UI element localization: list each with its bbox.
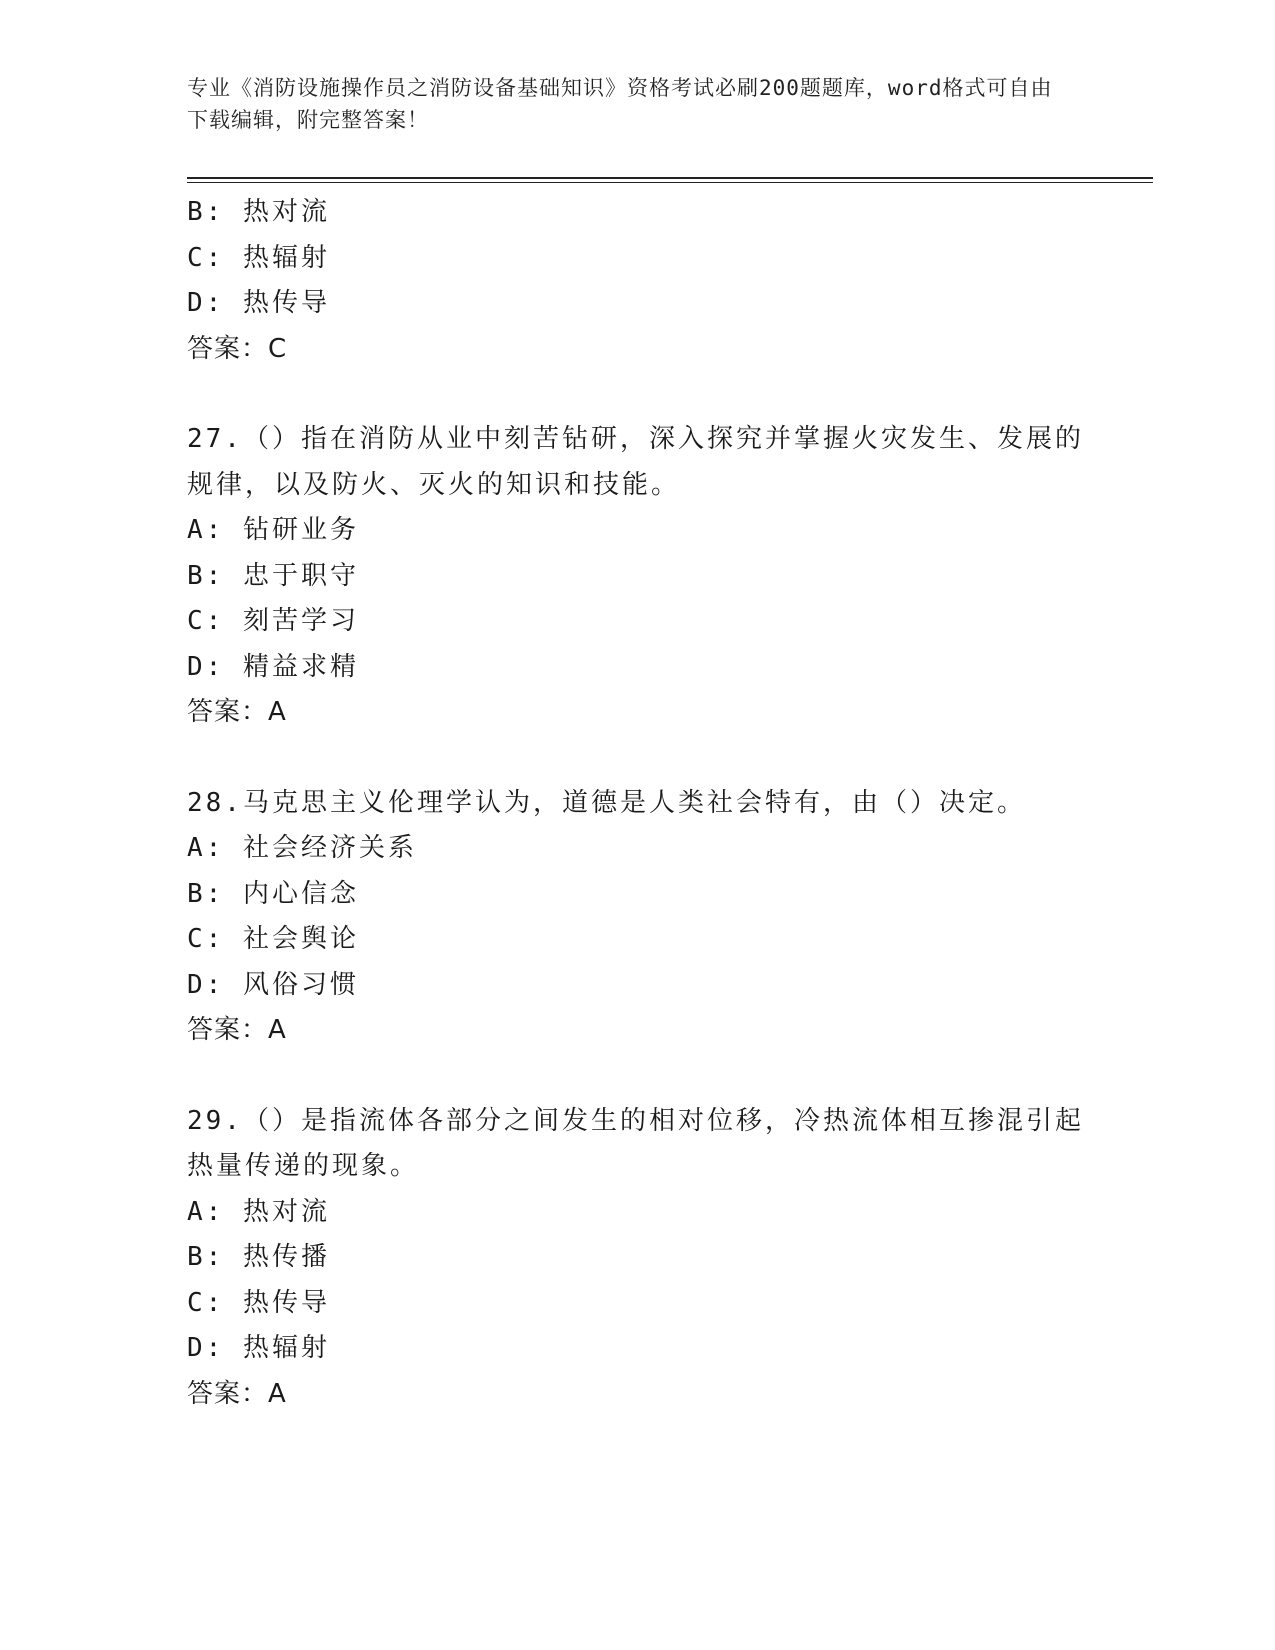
question-stem-line: 27.（）指在消防从业中刻苦钻研，深入探究并掌握火灾发生、发展的 bbox=[187, 424, 1084, 454]
option-a: A: 钻研业务 bbox=[187, 515, 359, 545]
question-29 bbox=[187, 1099, 1087, 1418]
option-c: C: 热辐射 bbox=[187, 242, 330, 273]
spacer bbox=[187, 1054, 1087, 1099]
spacer bbox=[187, 736, 1087, 781]
header-rule-thick bbox=[187, 177, 1153, 179]
answer-text: 答案：A bbox=[187, 1378, 287, 1409]
option-b: B: 热对流 bbox=[187, 197, 330, 227]
option-b: B: 内心信念 bbox=[187, 878, 359, 909]
option-c: C: 社会舆论 bbox=[187, 924, 359, 954]
option-c: C: 刻苦学习 bbox=[187, 606, 359, 636]
option-d: D: 热辐射 bbox=[187, 1333, 330, 1363]
question-stem-line: 热量传递的现象。 bbox=[187, 1151, 420, 1181]
answer-text: 答案：C bbox=[187, 333, 288, 364]
question-28 bbox=[187, 781, 1087, 1054]
spacer bbox=[187, 372, 1087, 417]
question-stem-line: 29.（）是指流体各部分之间发生的相对位移，冷热流体相互掺混引起 bbox=[187, 1105, 1084, 1136]
question-continued bbox=[187, 190, 1087, 372]
answer-text: 答案：A bbox=[187, 697, 287, 727]
question-stem-line: 28.马克思主义伦理学认为，道德是人类社会特有，由（）决定。 bbox=[187, 787, 1026, 818]
question-stem-line: 规律，以及防火、灭火的知识和技能。 bbox=[187, 469, 681, 500]
question-list bbox=[187, 190, 1087, 1417]
option-a: A: 热对流 bbox=[187, 1196, 330, 1227]
option-b: B: 忠于职守 bbox=[187, 560, 359, 591]
question-27 bbox=[187, 417, 1087, 736]
option-d: D: 热传导 bbox=[187, 288, 330, 318]
document-header: 专业《消防设施操作员之消防设备基础知识》资格考试必刷200题题库，word格式可自由下载编辑，附完整答案！ bbox=[187, 76, 1053, 132]
option-a: A: 社会经济关系 bbox=[187, 833, 417, 863]
header-rule-thin bbox=[187, 182, 1153, 183]
answer-text: 答案：A bbox=[187, 1015, 287, 1045]
option-d: D: 精益求精 bbox=[187, 651, 359, 682]
option-b: B: 热传播 bbox=[187, 1242, 330, 1272]
option-c: C: 热传导 bbox=[187, 1287, 330, 1318]
option-d: D: 风俗习惯 bbox=[187, 969, 359, 1000]
